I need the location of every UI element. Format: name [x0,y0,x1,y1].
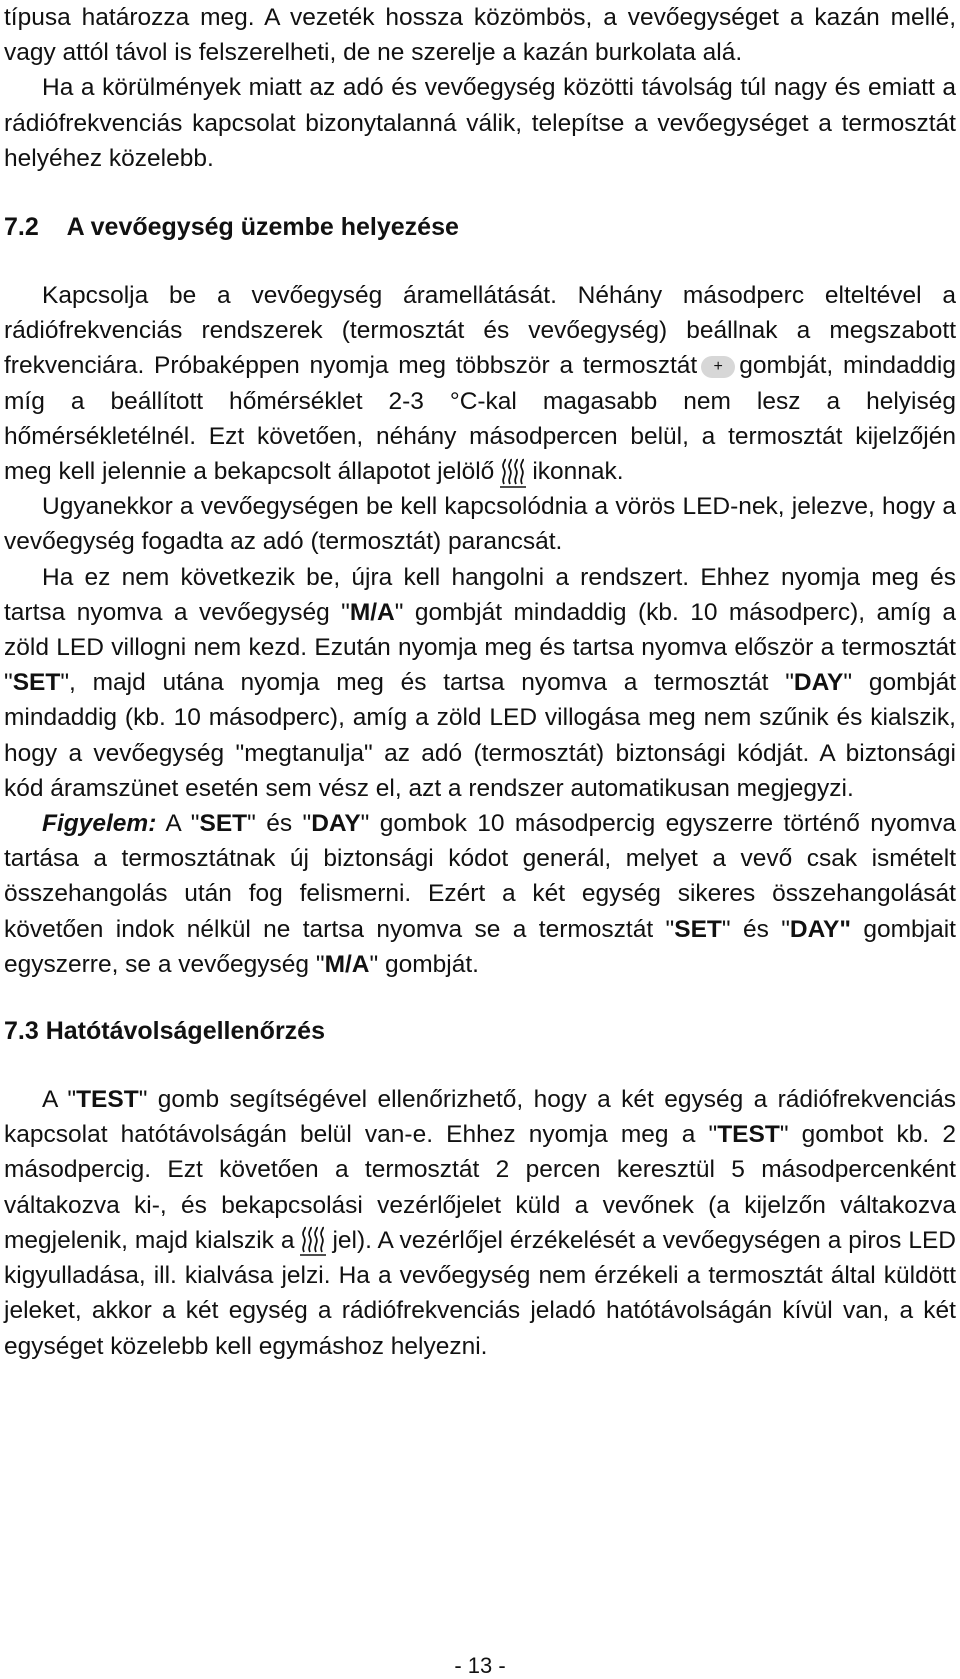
section-7-2-heading [4,210,956,245]
warning-label: Figyelem: [42,810,157,838]
intro-paragraph-2: Ha a körülmények miatt az adó és vevőegység közötti távolság túl nagy és emiatt a rádiófrekvenciás kapcsolat bizonytalanná válik, telepítse a vevőegységet a termosztát helyéhez közelebb. [4,74,956,172]
text-span: A " [42,1086,77,1114]
ma-button-label: M/A [349,598,395,626]
text-span: " gombok 10 másodpercig egyszerre történő nyomva tartása a termosztátnak új biztonsági kódot generál, melyet a vevő csak ismételt összehangolás után fog felismerni. Ezért a két egység sikeres összehangolását követően indok nélkül ne tartsa nyomva se a termosztát " [4,810,956,943]
section-7-2-paragraph-2: Ugyanekkor a vevőegységen be kell kapcsolódnia a vörös LED-nek, jelezve, hogy a vevőegység fogadta az adó (termosztát) parancsát. [4,493,956,556]
heating-icon [500,458,526,488]
text-span: ", majd utána nyomja meg és tartsa nyomva a termosztát " [60,669,794,697]
section-7-2-number: 7.2 [4,213,39,242]
set-button-label: SET [674,915,722,943]
text-span: Kapcsolja be a vevőegység áramellátását. Néhány másodperc elteltével a rádiófrekvenciás rendszerek (termosztát és vevőegység) beállnak a megszabott frekvenciára. Próbaképpen nyomja meg többször a termosztát [4,282,956,380]
section-7-2-title: A vevőegység üzembe helyezése [66,213,459,242]
text-span: " és " [247,810,312,838]
section-7-3-number: 7.3 [4,1017,39,1046]
day-button-label: DAY [793,669,844,697]
test-button-label: TEST [76,1086,139,1114]
document-page [4,0,956,1364]
set-button-label: SET [199,810,248,838]
text-span: jel). A vezérlőjel érzékelését a vevőegységen a piros LED kigyulladása, ill. kialvása jelzi. Ha a vevőegység nem érzékeli a termosztát által küldött jeleket, akkor a két egység a rádiófrekvenciás jeladó hatótávolságán kívül van, a két egységet közelebb kell egymáshoz helyezni. [4,1226,956,1360]
set-button-label: SET [12,669,61,697]
text-span: " gombját mindaddig (kb. 10 másodperc), amíg a zöld LED villogása meg nem szűnik és kialszik, hogy a vevőegység "megtanulja" az adó (termosztát) biztonsági kódját. A biztonsági kód áramszünet esetén sem vész el, azt a rendszer automatikusan megjegyzi. [4,669,957,802]
section-7-3-title: Hatótávolságellenőrzés [45,1017,325,1046]
section-7-2-paragraph-3 [4,560,956,806]
text-span: " gomb segítségével ellenőrizhető, hogy a két egység a rádiófrekvenciás kapcsolat hatótávolságán belül van-e. Ehhez nyomja meg a " [4,1086,956,1149]
plus-button-icon: + [701,356,735,378]
text-span: gombjait egyszerre, se a vevőegység " [4,915,956,978]
section-7-3-paragraph-1 [4,1082,956,1364]
day-button-label: DAY" [789,915,852,943]
section-7-3-heading [4,1014,956,1049]
day-button-label: DAY [311,810,361,838]
text-span: " gombot kb. 2 másodpercig. Ezt követően a termosztát 2 percen keresztül 5 másodpercenként váltakozva ki-, és bekapcsolási vezérlőjelet küld a vevőnek (a kijelzőn váltakozva megjelenik, majd kialszik a [4,1121,956,1254]
warning-paragraph [4,806,956,982]
intro-paragraph-1: típusa határozza meg. A vezeték hossza közömbös, a vevőegységet a kazán mellé, vagy attól távol is felszerelheti, de ne szerelje a kazán burkolata alá. [4,4,956,67]
page-number: - 13 - [454,1653,506,1678]
test-button-label: TEST [717,1121,780,1149]
text-span: " és " [721,915,790,943]
text-span: ikonnak. [532,458,624,486]
text-span: " gombját mindaddig (kb. 10 másodperc), amíg a zöld LED villogni nem kezd. Ezután nyomja meg és tartsa nyomva először a termosztát " [4,598,956,697]
section-7-2-paragraph-1 [4,278,956,489]
text-span: gombját, mindaddig míg a beállított hőmérséklet 2-3 °C-kal magasabb nem lesz a helyiség hőmérsékletélnél. Ezt követően, néhány másodpercen belül, a termosztát kijelzőjén meg kell jelennie a bekapcsolt állapotot jelölő [4,352,957,486]
heating-icon [300,1226,326,1256]
ma-button-label: M/A [324,950,370,978]
text-span: Ha ez nem következik be, újra kell hangolni a rendszert. Ehhez nyomja meg és tartsa nyomva a vevőegység " [4,563,956,626]
text-span: " gombját. [369,950,479,978]
text-span: A " [156,810,200,838]
